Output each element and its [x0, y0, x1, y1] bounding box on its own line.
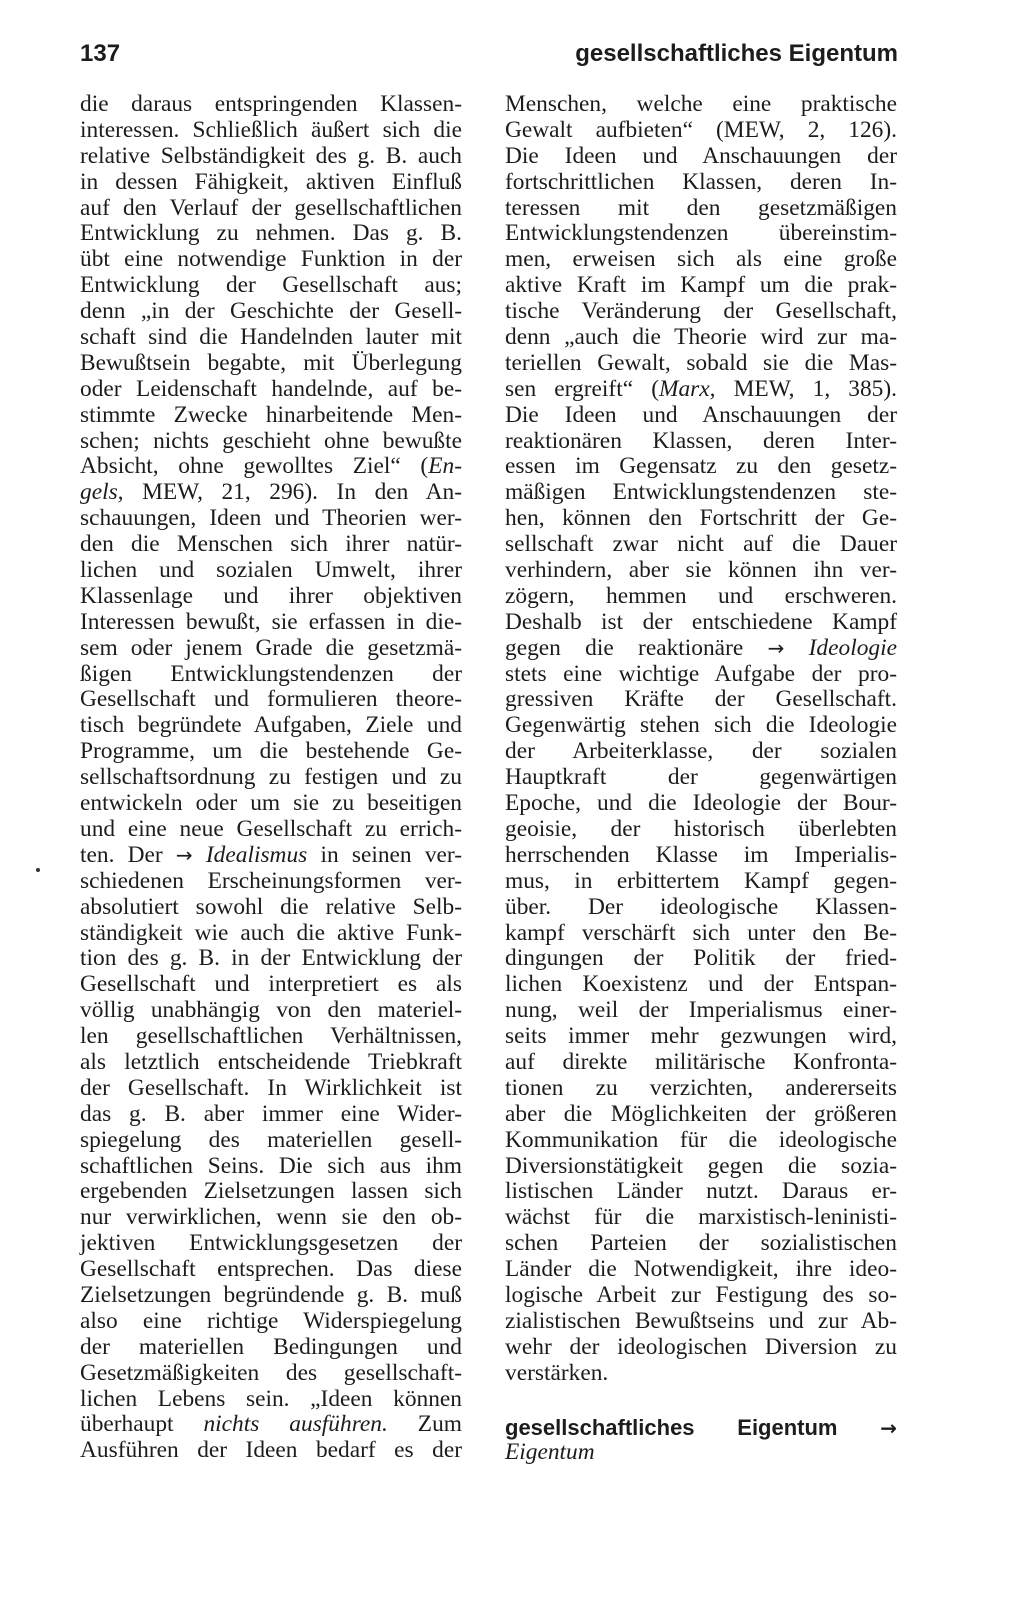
text-line — [505, 1257, 897, 1283]
text-segment: tische Veränderung der Gesellschaft, — [505, 298, 897, 325]
text-line — [80, 144, 462, 170]
margin-mark — [36, 868, 40, 872]
text-segment: essen im Gegensatz zu den gesetz- — [505, 453, 897, 480]
text-line — [80, 610, 462, 636]
text-segment: teriellen Gewalt, sobald sie die Mas- — [505, 349, 897, 376]
text-line — [505, 144, 897, 170]
text-line — [505, 325, 897, 351]
text-line — [80, 843, 462, 869]
text-segment: logische Arbeit zur Festigung des so- — [505, 1281, 897, 1308]
text-line — [505, 636, 897, 662]
text-segment: auf direkte militärische Konfronta- — [505, 1048, 897, 1075]
text-line — [80, 687, 462, 713]
text-segment: schiedenen Erscheinungsformen ver- — [80, 867, 462, 894]
text-line — [505, 998, 897, 1024]
text-segment: denn „auch die Theorie wird zur ma- — [505, 324, 897, 351]
text-segment: also eine richtige Widerspiegelung — [80, 1307, 462, 1334]
text-line — [505, 1335, 897, 1361]
text-segment: relative Selbständigkeit des g. B. auch — [80, 142, 462, 169]
italic-text: nichts ausführen. — [203, 1411, 388, 1438]
text-segment: Interessen bewußt, sie erfassen in die- — [80, 608, 462, 635]
text-segment: Menschen, welche eine praktische — [505, 91, 897, 117]
right-column — [505, 92, 897, 1466]
text-line — [505, 1309, 897, 1335]
right-column-text — [505, 92, 897, 1387]
text-line — [505, 221, 897, 247]
cross-reference-arrow-icon: → — [175, 842, 193, 867]
text-line — [505, 247, 897, 273]
dictionary-entry — [505, 1415, 897, 1467]
text-line — [80, 636, 462, 662]
text-segment: schauungen, Ideen und Theorien wer- — [80, 505, 462, 532]
text-segment: auf den Verlauf der gesellschaftlichen — [80, 194, 462, 221]
text-segment: in dessen Fähigkeit, aktiven Einfluß — [80, 168, 462, 195]
text-segment: gegen die reaktionäre — [505, 634, 768, 661]
text-segment: schaft sind die Handelnden lauter mit — [80, 324, 462, 351]
text-segment — [193, 842, 206, 868]
text-line — [80, 1438, 462, 1464]
text-segment: Gesellschaft entsprechen. Das diese — [80, 1256, 462, 1283]
text-segment: hen, können den Fortschritt der Ge- — [505, 505, 897, 532]
italic-text: Marx, — [659, 375, 716, 402]
text-segment: verstärken. — [505, 1359, 609, 1386]
text-line — [505, 610, 897, 636]
text-segment: dingungen der Politik der fried- — [505, 945, 897, 972]
text-line — [80, 895, 462, 921]
text-segment: Bewußtsein begabte, mit Überlegung — [80, 349, 462, 376]
text-line — [80, 1102, 462, 1128]
text-segment: ständigkeit wie auch die aktive Funk- — [80, 919, 462, 946]
text-line — [80, 713, 462, 739]
text-line — [80, 196, 462, 222]
text-line — [505, 817, 897, 843]
text-segment: mus, in erbittertem Kampf gegen- — [505, 867, 897, 894]
text-segment: interessen. Schließlich äußert sich die — [80, 116, 462, 143]
text-line — [80, 1335, 462, 1361]
text-line — [505, 739, 897, 765]
text-segment: das g. B. aber immer eine Wider- — [80, 1100, 462, 1127]
text-line — [505, 1024, 897, 1050]
text-segment: stets eine wichtige Aufgabe der pro- — [505, 660, 897, 687]
text-segment: aktive Kraft im Kampf um die prak- — [505, 272, 897, 299]
text-segment: verhindern, aber sie können ihn ver- — [505, 557, 897, 584]
text-segment: schen; nichts geschieht ohne bewußte — [80, 427, 462, 454]
text-segment: sen ergreift“ ( — [505, 375, 659, 402]
text-segment: der Arbeiterklasse, der sozialen — [505, 738, 897, 765]
text-segment: Gesellschaft und interpretiert es als — [80, 971, 462, 998]
text-segment: Gesetzmäßigkeiten des gesellschaft- — [80, 1359, 462, 1386]
text-line — [505, 791, 897, 817]
text-segment: geoisie, der historisch überlebten — [505, 815, 897, 842]
text-segment: Klassenlage und ihrer objektiven — [80, 582, 462, 609]
text-segment: herrschenden Klasse im Imperialis- — [505, 841, 897, 868]
text-segment: Programme, um die bestehende Ge- — [80, 738, 462, 765]
italic-text: Idealismus — [205, 841, 308, 868]
text-segment: seits immer mehr gezwungen wird, — [505, 1023, 897, 1050]
text-segment: Gewalt aufbieten“ (MEW, 2, 126). — [505, 116, 897, 143]
text-segment: zögern, hemmen und erschweren. — [505, 582, 897, 609]
text-segment: wehr der ideologischen Diversion zu — [505, 1333, 897, 1360]
text-line — [505, 1128, 897, 1154]
text-line — [505, 921, 897, 947]
text-segment: Hauptkraft der gegenwärtigen — [505, 764, 897, 791]
text-line — [505, 584, 897, 610]
text-line — [505, 429, 897, 455]
text-line — [80, 1050, 462, 1076]
text-segment: den die Menschen sich ihrer natür- — [80, 531, 462, 558]
entry-reference: Eigentum — [505, 1439, 595, 1466]
text-segment: überhaupt — [80, 1411, 204, 1438]
text-line — [80, 972, 462, 998]
entry-headline — [505, 1415, 897, 1441]
text-segment: Länder die Notwendigkeit, ihre ideo- — [505, 1256, 897, 1283]
page-number: 137 — [80, 40, 121, 67]
text-segment: lichen Koexistenz und der Entspan- — [505, 971, 897, 998]
cross-reference-arrow-icon: → — [880, 1415, 897, 1440]
text-line — [80, 739, 462, 765]
text-segment: reaktionären Klassen, deren Inter- — [505, 427, 897, 454]
text-line — [80, 377, 462, 403]
text-segment: spiegelung des materiellen gesell- — [80, 1126, 462, 1153]
text-line — [80, 273, 462, 299]
text-segment: ten. Der — [80, 841, 176, 868]
text-line — [80, 1179, 462, 1205]
text-line — [80, 558, 462, 584]
text-segment: Ausführen der Ideen bedarf es der — [80, 1437, 462, 1464]
text-line — [505, 662, 897, 688]
text-segment: völlig unabhängig von den materiel- — [80, 997, 462, 1024]
text-segment: Entwicklung der Gesellschaft aus; — [80, 272, 462, 299]
text-line — [80, 1257, 462, 1283]
text-line — [80, 247, 462, 273]
text-segment: Entwicklung zu nehmen. Das g. B. — [80, 220, 462, 247]
text-segment: entwickeln oder um sie zu beseitigen — [80, 790, 462, 817]
text-segment: oder Leidenschaft handelnde, auf be- — [80, 375, 462, 402]
text-line — [505, 713, 897, 739]
text-segment: übt eine notwendige Funktion in der — [80, 246, 462, 273]
text-line — [80, 506, 462, 532]
text-segment: jektiven Entwicklungsgesetzen der — [80, 1230, 462, 1257]
text-line — [80, 1412, 462, 1438]
text-line — [505, 480, 897, 506]
text-line — [80, 662, 462, 688]
text-line — [80, 480, 462, 506]
text-line — [80, 1309, 462, 1335]
text-segment: stimmte Zwecke hinarbeitende Men- — [80, 401, 462, 428]
text-segment: als letztlich entscheidende Triebkraft — [80, 1048, 462, 1075]
italic-text: Ideologie — [808, 634, 897, 661]
text-line — [80, 170, 462, 196]
left-column — [80, 92, 462, 1464]
text-line — [80, 791, 462, 817]
text-line — [505, 506, 897, 532]
text-segment: MEW, 1, 385). — [715, 375, 898, 402]
text-segment: Zielsetzungen begründende g. B. muß — [80, 1281, 462, 1308]
text-segment: zialistischen Bewußtseins und zur Ab- — [505, 1307, 897, 1334]
text-segment: fortschrittlichen Klassen, deren In- — [505, 168, 897, 195]
text-line — [505, 377, 897, 403]
page-header — [80, 40, 898, 80]
text-line — [505, 273, 897, 299]
text-line — [80, 765, 462, 791]
text-line — [80, 118, 462, 144]
text-line — [505, 351, 897, 377]
text-line — [80, 454, 462, 480]
text-segment: Gesellschaft und formulieren theore- — [80, 686, 462, 713]
text-line — [505, 765, 897, 791]
text-line — [505, 92, 897, 118]
text-segment: Die Ideen und Anschauungen der — [505, 401, 897, 428]
text-segment: ßigen Entwicklungstendenzen der — [80, 660, 462, 687]
text-segment: ergebenden Zielsetzungen lassen sich — [80, 1178, 462, 1205]
text-line — [505, 1361, 897, 1387]
text-line — [505, 299, 897, 325]
text-line — [80, 429, 462, 455]
text-segment: lichen Lebens sein. „Ideen können — [80, 1385, 462, 1412]
text-line — [505, 1076, 897, 1102]
text-line — [80, 92, 462, 118]
text-segment: nung, weil der Imperialismus einer- — [505, 997, 897, 1024]
text-segment: sem oder jenem Grade die gesetzmä- — [80, 634, 462, 661]
text-line — [80, 1387, 462, 1413]
text-line — [80, 351, 462, 377]
text-line — [505, 1102, 897, 1128]
text-line — [80, 1024, 462, 1050]
text-segment: Deshalb ist der entschiedene Kampf — [505, 608, 897, 635]
text-segment: men, erweisen sich als eine große — [505, 246, 897, 273]
running-head: gesellschaftliches Eigentum — [575, 40, 898, 67]
text-segment: gressiven Kräfte der Gesellschaft. — [505, 686, 897, 713]
text-segment: wächst für die marxistisch-leninisti- — [505, 1204, 897, 1231]
text-line — [505, 869, 897, 895]
text-segment: der materiellen Bedingungen und — [80, 1333, 462, 1360]
text-line — [505, 1050, 897, 1076]
text-line — [505, 558, 897, 584]
text-segment: Absicht, ohne gewolltes Ziel“ ( — [80, 453, 429, 480]
text-segment — [784, 635, 808, 661]
text-segment: Kommunikation für die ideologische — [505, 1126, 897, 1153]
text-segment: aber die Möglichkeiten der größeren — [505, 1100, 897, 1127]
text-segment: in seinen ver- — [307, 841, 463, 868]
text-line — [505, 403, 897, 429]
text-segment: schaftlichen Seins. Die sich aus ihm — [80, 1152, 462, 1179]
text-line — [80, 1205, 462, 1231]
text-segment: lichen und sozialen Umwelt, ihrer — [80, 557, 462, 584]
text-segment: Diversionstätigkeit gegen die sozia- — [505, 1152, 897, 1179]
text-segment: über. Der ideologische Klassen- — [505, 893, 897, 920]
text-line — [80, 998, 462, 1024]
text-line — [505, 196, 897, 222]
text-segment: sellschaftsordnung zu festigen und zu — [80, 764, 462, 791]
text-line — [505, 1179, 897, 1205]
text-line — [80, 325, 462, 351]
text-segment: Entwicklungstendenzen übereinstim- — [505, 220, 897, 247]
text-line — [80, 1128, 462, 1154]
cross-reference-arrow-icon: → — [767, 635, 785, 660]
italic-text: En- — [428, 453, 462, 480]
text-line — [80, 403, 462, 429]
text-line — [505, 454, 897, 480]
text-line — [505, 895, 897, 921]
text-segment: mäßigen Entwicklungstendenzen ste- — [505, 479, 897, 506]
text-segment: sellschaft zwar nicht auf die Dauer — [505, 531, 897, 558]
text-line — [80, 1076, 462, 1102]
text-line — [80, 221, 462, 247]
text-line — [80, 817, 462, 843]
text-line — [505, 972, 897, 998]
text-segment: kampf verschärft sich unter den Be- — [505, 919, 897, 946]
text-segment: Gegenwärtig stehen sich die Ideologie — [505, 712, 897, 739]
text-segment: Epoche, und die Ideologie der Bour- — [505, 790, 897, 817]
text-line — [505, 1231, 897, 1257]
text-segment: tion des g. B. in der Entwicklung der — [80, 945, 462, 972]
text-line — [505, 118, 897, 144]
text-segment: schen Parteien der sozialistischen — [505, 1230, 897, 1257]
entry-headword: gesellschaftliches Eigentum — [505, 1414, 838, 1440]
text-line — [505, 1205, 897, 1231]
entry-reference-line — [505, 1440, 897, 1466]
text-line — [80, 1154, 462, 1180]
text-line — [80, 1231, 462, 1257]
text-line — [505, 687, 897, 713]
text-line — [80, 1361, 462, 1387]
text-line — [505, 1154, 897, 1180]
text-segment: tisch begründete Aufgaben, Ziele und — [80, 712, 462, 739]
text-line — [505, 532, 897, 558]
text-segment: denn „in der Geschichte der Gesell- — [80, 298, 462, 325]
text-line — [505, 946, 897, 972]
text-line — [80, 869, 462, 895]
text-segment: teressen mit den gesetzmäßigen — [505, 194, 897, 221]
text-line — [80, 921, 462, 947]
text-segment: Zum — [387, 1411, 462, 1438]
text-line — [80, 299, 462, 325]
text-segment: tionen zu verzichten, andererseits — [505, 1074, 897, 1101]
text-segment: absolutiert sowohl die relative Selb- — [80, 893, 462, 920]
text-segment: listischen Länder nutzt. Daraus er- — [505, 1178, 897, 1205]
italic-text: gels, — [80, 479, 124, 506]
text-line — [80, 532, 462, 558]
text-line — [80, 1283, 462, 1309]
text-line — [505, 1283, 897, 1309]
text-line — [80, 946, 462, 972]
text-line — [80, 584, 462, 610]
text-segment: die daraus entspringenden Klassen- — [80, 91, 462, 117]
text-segment: MEW, 21, 296). In den An- — [123, 479, 462, 506]
text-line — [505, 843, 897, 869]
text-line — [505, 170, 897, 196]
text-segment: nur verwirklichen, wenn sie den ob- — [80, 1204, 462, 1231]
text-segment: len gesellschaftlichen Verhältnissen, — [80, 1023, 462, 1050]
text-segment: Die Ideen und Anschauungen der — [505, 142, 897, 169]
text-segment: und eine neue Gesellschaft zu errich- — [80, 815, 462, 842]
text-segment: der Gesellschaft. In Wirklichkeit ist — [80, 1074, 462, 1101]
